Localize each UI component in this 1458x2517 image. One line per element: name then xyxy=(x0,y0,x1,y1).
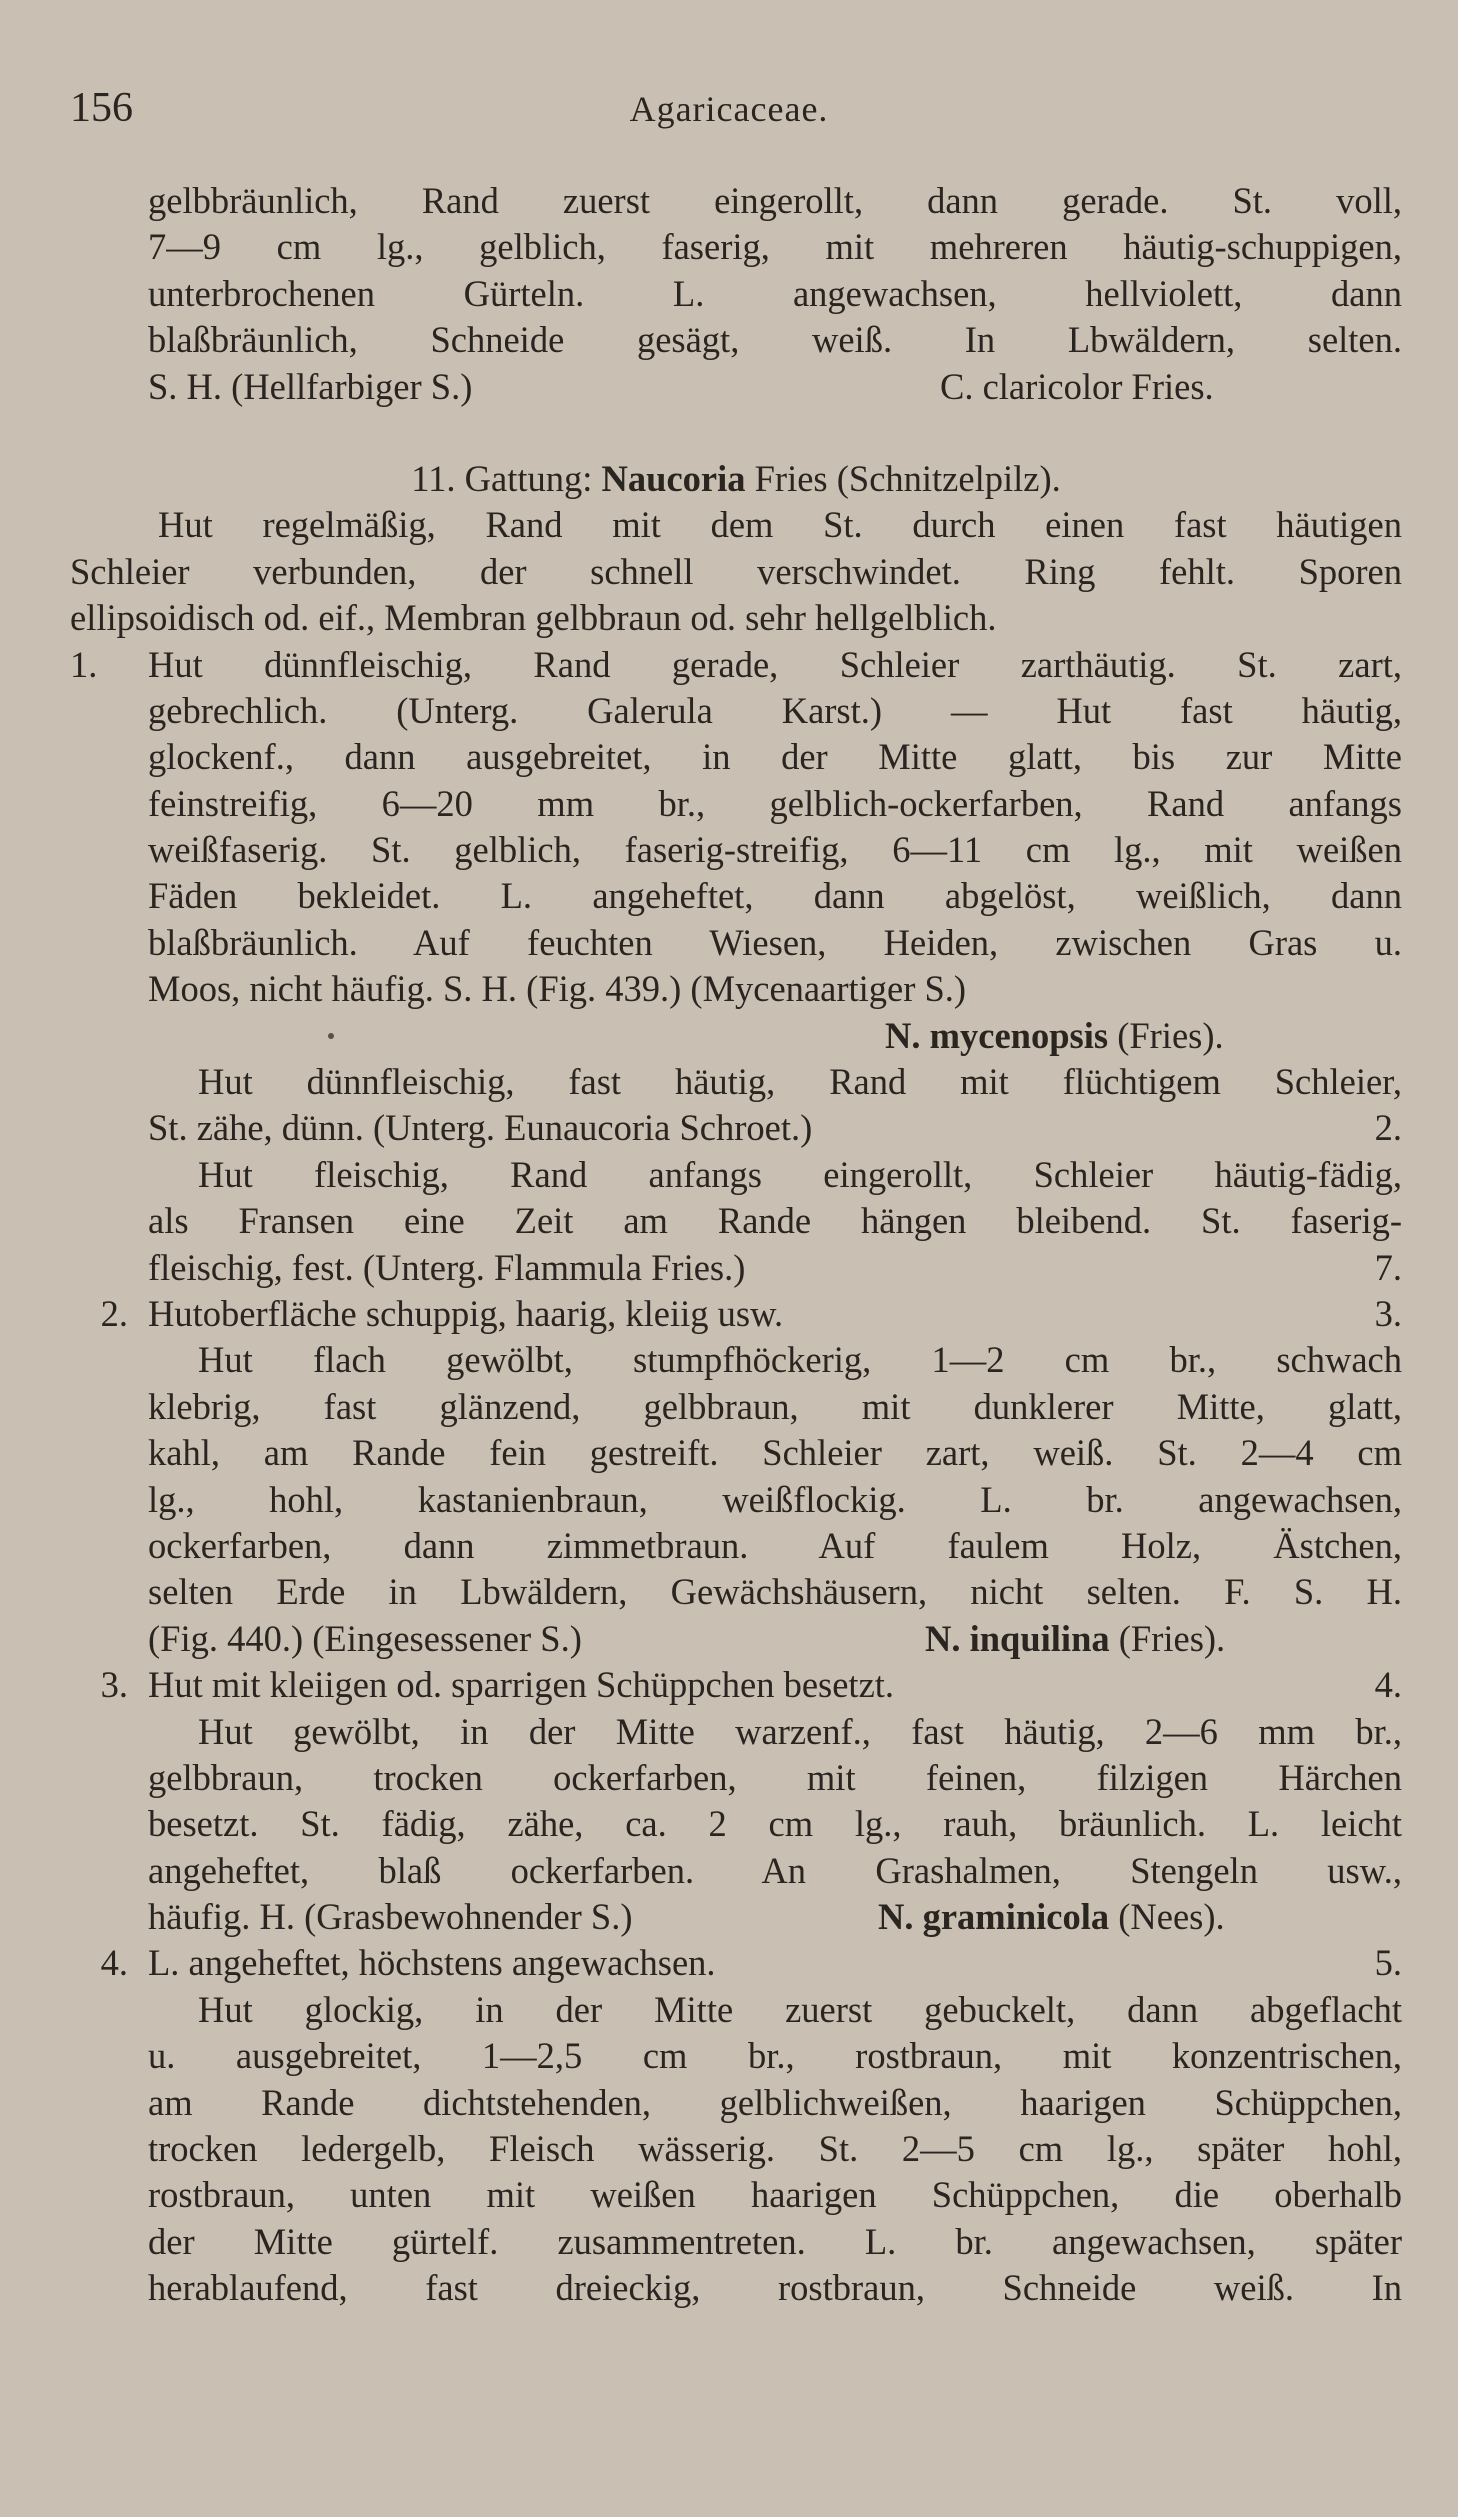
key-entry-line xyxy=(70,642,1402,688)
species-name: N. graminicola xyxy=(878,1896,1110,1938)
text-line: angeheftet, blaß ockerfarben. An Grashalmen, Stengeln usw., xyxy=(148,1849,1402,1891)
species-line xyxy=(70,1013,1402,1059)
text-line: unterbrochenen Gürteln. L. angewachsen, hellviolett, dann xyxy=(148,272,1402,314)
species-block xyxy=(885,1013,1224,1059)
text-line: Schleier verbunden, der schnell verschwindet. Ring fehlt. Sporen xyxy=(70,550,1402,592)
text-line xyxy=(70,364,1402,410)
text-line: u. ausgebreitet, 1—2,5 cm br., rostbraun, mit konzentrischen, xyxy=(148,2035,1402,2077)
key-reference: 5. xyxy=(1374,1942,1402,1984)
species-block xyxy=(878,1894,1225,1940)
species-author: (Fries). xyxy=(1118,1617,1226,1659)
text-line: der Mitte gürtelf. zusammentreten. L. br. angewachsen, später xyxy=(148,2220,1402,2262)
species-name: N. mycenopsis xyxy=(885,1014,1109,1056)
running-head: Agaricaceae. xyxy=(629,89,829,129)
genus-heading xyxy=(70,456,1402,502)
text-line: gelbbraun, trocken ockerfarben, mit feinen, filzigen Härchen xyxy=(148,1756,1402,1798)
text-line: Hut glockig, in der Mitte zuerst gebuckelt, dann abgeflacht xyxy=(198,1988,1402,2030)
key-number: 2. xyxy=(100,1292,128,1334)
key-reference: 2. xyxy=(1374,1107,1402,1149)
text-line-segment: Hut dünnfleischig, Rand gerade, Schleier zarthäutig. St. zart, xyxy=(148,643,1402,685)
text-line-segment: Hutoberfläche schuppig, haarig, kleiig usw. xyxy=(148,1292,784,1334)
text-line-segment: St. zähe, dünn. (Unterg. Eunaucoria Schroet.) xyxy=(148,1107,813,1149)
key-reference: 7. xyxy=(1374,1246,1402,1288)
page-body xyxy=(70,178,1402,2312)
text-line: lg., hohl, kastanienbraun, weißflockig. L. br. angewachsen, xyxy=(148,1478,1402,1520)
genus-heading-suffix: Fries (Schnitzelpilz). xyxy=(754,457,1061,499)
text-line: blaßbräunlich, Schneide gesägt, weiß. In Lbwäldern, selten. xyxy=(148,319,1402,361)
text-line: Hut dünnfleischig, fast häutig, Rand mit flüchtigem Schleier, xyxy=(198,1061,1402,1103)
text-line: klebrig, fast glänzend, gelbbraun, mit dunklerer Mitte, glatt, xyxy=(148,1385,1402,1427)
text-line: herablaufend, fast dreieckig, rostbraun, Schneide weiß. In xyxy=(148,2267,1402,2309)
text-line-segment: häufig. H. (Grasbewohnender S.) xyxy=(148,1896,633,1938)
key-entry-line xyxy=(70,1291,1402,1337)
text-line: ockerfarben, dann zimmetbraun. Auf faulem Holz, Ästchen, xyxy=(148,1524,1402,1566)
text-line xyxy=(70,1616,1402,1662)
key-number: 4. xyxy=(100,1942,128,1984)
text-line xyxy=(70,1245,1402,1291)
text-line-segment: Hut mit kleiigen od. sparrigen Schüppchen besetzt. xyxy=(148,1664,895,1706)
page-header xyxy=(70,84,1388,144)
text-line-segment: fleischig, fest. (Unterg. Flammula Fries.) xyxy=(148,1246,746,1288)
key-reference: 4. xyxy=(1374,1664,1402,1706)
key-entry-line xyxy=(70,1940,1402,1986)
text-line: blaßbräunlich. Auf feuchten Wiesen, Heiden, zwischen Gras u. xyxy=(148,921,1402,963)
print-speck xyxy=(328,1033,334,1039)
spacer xyxy=(70,410,1402,456)
key-number: 1. xyxy=(70,643,98,685)
text-line-segment: (Fig. 440.) (Eingesessener S.) xyxy=(148,1617,582,1659)
genus-heading-prefix: 11. Gattung: xyxy=(411,457,593,499)
text-line xyxy=(70,1894,1402,1940)
text-line: 7—9 cm lg., gelblich, faserig, mit mehreren häutig-schuppigen, xyxy=(148,226,1402,268)
text-line: ellipsoidisch od. eif., Membran gelbbraun od. sehr hellgelblich. xyxy=(70,597,997,639)
text-line: gelbbräunlich, Rand zuerst eingerollt, dann gerade. St. voll, xyxy=(148,180,1402,221)
text-line: Fäden bekleidet. L. angeheftet, dann abgelöst, weißlich, dann xyxy=(148,875,1402,917)
text-line: Hut gewölbt, in der Mitte warzenf., fast häutig, 2—6 mm br., xyxy=(198,1710,1402,1752)
species-author: (Fries). xyxy=(1117,1014,1224,1056)
page-number: 156 xyxy=(70,85,133,131)
text-line: selten Erde in Lbwäldern, Gewächshäusern, nicht selten. F. S. H. xyxy=(148,1571,1402,1613)
text-line-segment: L. angeheftet, höchstens angewachsen. xyxy=(148,1942,716,1984)
text-line: trocken ledergelb, Fleisch wässerig. St. 2—5 cm lg., später hohl, xyxy=(148,2128,1402,2170)
text-line: Hut fleischig, Rand anfangs eingerollt, Schleier häutig-fädig, xyxy=(198,1153,1402,1195)
text-line: Hut flach gewölbt, stumpfhöckerig, 1—2 cm br., schwach xyxy=(198,1339,1402,1381)
text-line: als Fransen eine Zeit am Rande hängen bleibend. St. faserig- xyxy=(148,1200,1402,1242)
species-name: N. inquilina xyxy=(925,1617,1110,1659)
species-author: (Nees). xyxy=(1118,1896,1225,1938)
text-line: feinstreifig, 6—20 mm br., gelblich-ockerfarben, Rand anfangs xyxy=(148,782,1402,824)
text-line: weißfaserig. St. gelblich, faserig-streifig, 6—11 cm lg., mit weißen xyxy=(148,829,1402,871)
species-block xyxy=(925,1616,1225,1662)
text-line-segment: S. H. (Hellfarbiger S.) xyxy=(148,365,473,407)
text-line: rostbraun, unten mit weißen haarigen Schüppchen, die oberhalb xyxy=(148,2174,1402,2216)
text-line xyxy=(70,1105,1402,1151)
genus-name: Naucoria xyxy=(601,457,746,499)
text-line: besetzt. St. fädig, zähe, ca. 2 cm lg., rauh, bräunlich. L. leicht xyxy=(148,1803,1402,1845)
key-number: 3. xyxy=(100,1664,128,1706)
key-entry-line xyxy=(70,1662,1402,1708)
species-name: C. claricolor Fries. xyxy=(940,365,1214,407)
text-line: Hut regelmäßig, Rand mit dem St. durch einen fast häutigen xyxy=(158,504,1402,546)
text-line: kahl, am Rande fein gestreift. Schleier zart, weiß. St. 2—4 cm xyxy=(148,1432,1402,1474)
text-line: am Rande dichtstehenden, gelblichweißen, haarigen Schüppchen, xyxy=(148,2081,1402,2123)
text-line: Moos, nicht häufig. S. H. (Fig. 439.) (Mycenaartiger S.) xyxy=(148,968,967,1010)
key-reference: 3. xyxy=(1374,1292,1402,1334)
text-line: glockenf., dann ausgebreitet, in der Mitte glatt, bis zur Mitte xyxy=(148,736,1402,778)
text-line: gebrechlich. (Unterg. Galerula Karst.) — Hut fast häutig, xyxy=(148,689,1402,731)
